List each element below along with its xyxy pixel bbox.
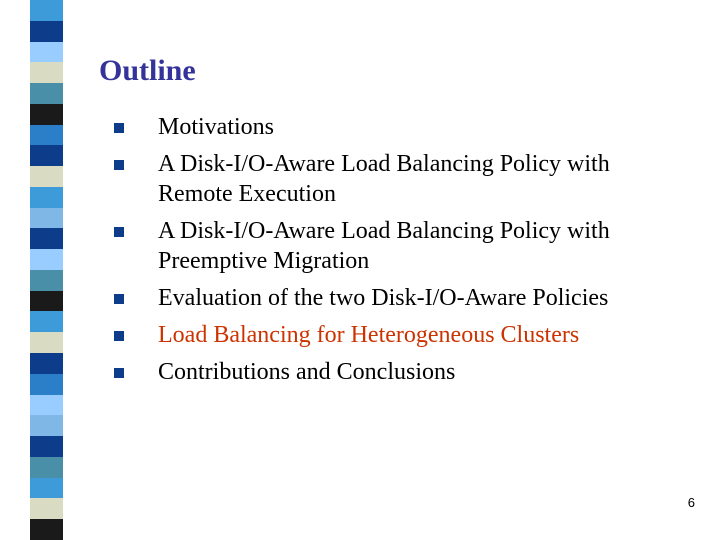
square-bullet-icon xyxy=(114,331,124,341)
outline-bullet-list xyxy=(110,112,690,394)
outline-item-text: Contributions and Conclusions xyxy=(158,359,456,385)
outline-item-text: Evaluation of the two Disk-I/O-Aware Policies xyxy=(158,285,609,311)
outline-item-text: A Disk-I/O-Aware Load Balancing Policy with Remote Execution xyxy=(158,151,610,207)
square-bullet-icon xyxy=(114,368,124,378)
outline-item-text: Load Balancing for Heterogeneous Clusters xyxy=(158,322,580,348)
square-bullet-icon xyxy=(114,123,124,133)
slide-title: Outline xyxy=(99,54,196,87)
square-bullet-icon xyxy=(114,294,124,304)
outline-item xyxy=(110,149,690,209)
outline-item xyxy=(110,320,690,350)
outline-item-text: A Disk-I/O-Aware Load Balancing Policy with Preemptive Migration xyxy=(158,218,610,274)
outline-item xyxy=(110,357,690,387)
decorative-stripe-bar xyxy=(0,0,63,540)
outline-item xyxy=(110,112,690,142)
outline-item xyxy=(110,283,690,313)
outline-item-text: Motivations xyxy=(158,114,275,140)
outline-item xyxy=(110,216,690,276)
square-bullet-icon xyxy=(114,160,124,170)
page-number: 6 xyxy=(687,495,695,510)
square-bullet-icon xyxy=(114,227,124,237)
